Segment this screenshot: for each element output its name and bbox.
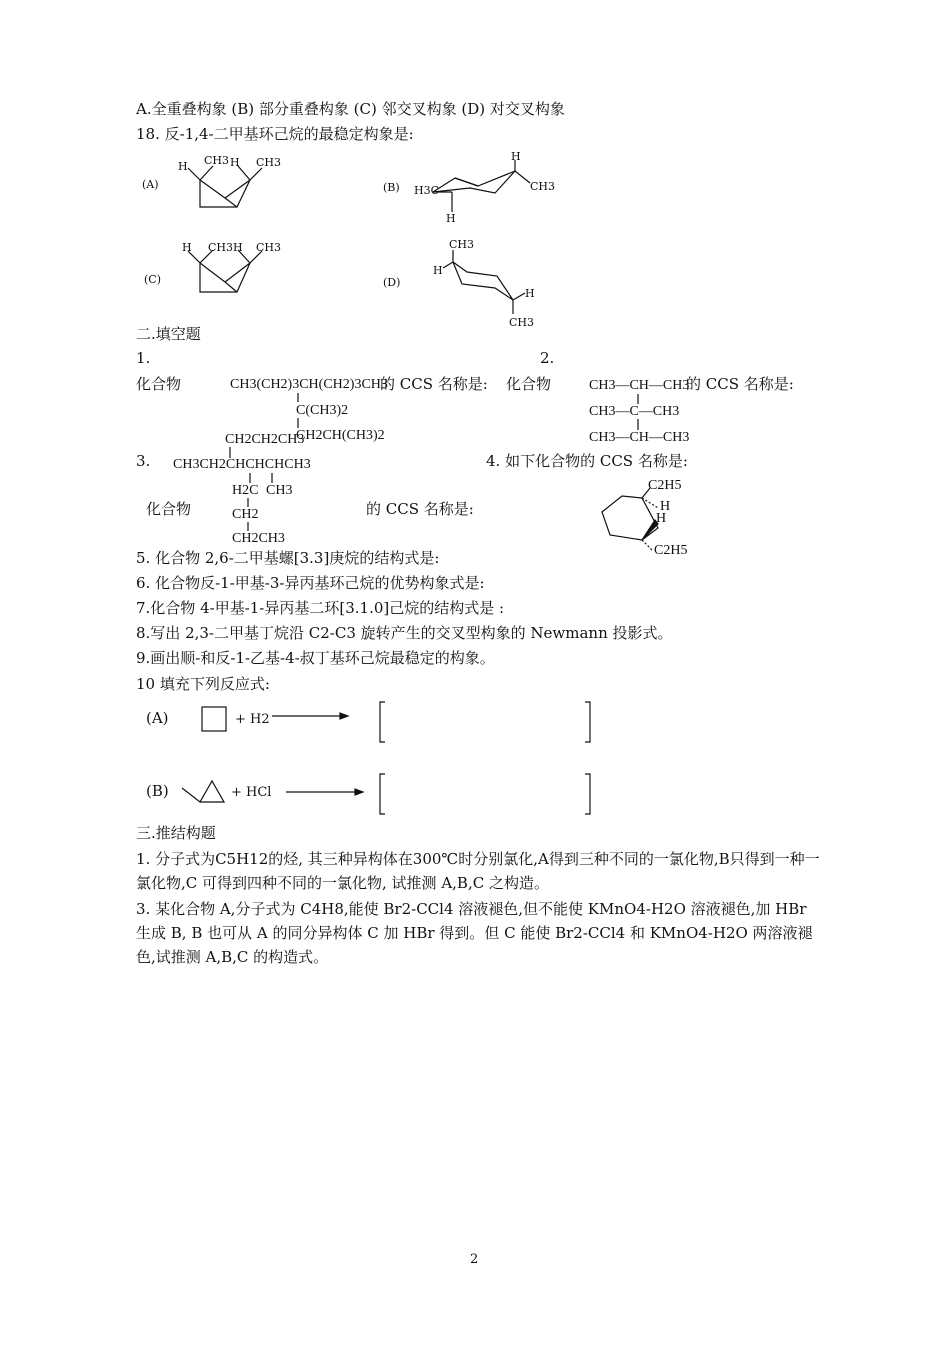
q18-question: 18. 反-1,4-二甲基环己烷的最稳定构象是: — [136, 125, 414, 143]
s2-q6: 6. 化合物反-1-甲基-3-异丙基环己烷的优势构象式是: — [136, 574, 485, 592]
s2-q3-sub1: H2C — [232, 483, 259, 498]
section2-title: 二.填空题 — [136, 325, 201, 343]
s2-q7: 7.化合物 4-甲基-1-异丙基二环[3.1.0]己烷的结构式是 : — [136, 599, 505, 617]
s2-q3-main: CH3CH2CHCHCHCH3 — [173, 457, 311, 472]
s2-q4-c2h5-bottom: C2H5 — [654, 543, 688, 558]
rxn-b-reagent: + HCl — [231, 785, 272, 800]
s2-q1-suffix: 的 CCS 名称是: — [380, 375, 488, 393]
rxn-a-reagent: + H2 — [235, 712, 270, 727]
s2-q2-compound: 化合物 — [506, 375, 552, 393]
rxn-b-label: (B) — [146, 782, 169, 800]
s2-q3-sub1b: CH3 — [266, 483, 293, 498]
s2-q2-line3: CH3—CH—CH3 — [589, 430, 690, 445]
s2-q2-num: 2. — [540, 349, 555, 367]
q18-a-ch3-2: CH3 — [256, 156, 282, 169]
q18-option-d-label: (D) — [383, 276, 401, 289]
q18-option-c-label: (C) — [144, 273, 161, 286]
s2-q2-line2: CH3—C—CH3 — [589, 404, 680, 419]
q18-b-h-bottom: H — [446, 212, 456, 225]
q18-d-h-left: H — [433, 264, 443, 277]
s2-q1-num: 1. — [136, 349, 151, 367]
s2-q1-line2: C(CH3)2 — [296, 403, 349, 418]
s2-q3-top: CH2CH2CH3 — [225, 432, 305, 447]
q18-c-h: H — [182, 241, 192, 254]
q18-c-ch3: CH3 — [256, 241, 282, 254]
section3-title: 三.推结构题 — [136, 824, 216, 842]
q18-option-b-label: (B) — [383, 181, 400, 194]
s2-q3-num: 3. — [136, 452, 151, 470]
s2-q1-line1: CH3(CH2)3CH(CH2)3CH3 — [230, 377, 388, 392]
s2-q2-line1: CH3—CH—CH3 — [589, 378, 690, 393]
q18-d-ch3-top: CH3 — [449, 238, 475, 251]
s2-q3-sub2: CH2 — [232, 507, 259, 522]
q18-c-ch3h: CH3H — [208, 241, 243, 254]
q18-b-ch3: CH3 — [530, 180, 556, 193]
s2-q3-suffix: 的 CCS 名称是: — [366, 500, 474, 518]
s2-q10: 10 填充下列反应式: — [136, 675, 270, 693]
s2-q2-suffix: 的 CCS 名称是: — [686, 375, 794, 393]
s2-q3-sub3: CH2CH3 — [232, 531, 285, 546]
s2-q4: 4. 如下化合物的 CCS 名称是: — [486, 452, 688, 470]
q18-a-ch3-1: CH3 — [204, 154, 230, 167]
s2-q1-compound: 化合物 — [136, 375, 182, 393]
q18-a-h2: H — [230, 156, 240, 169]
q18-option-a-label: (A) — [142, 178, 159, 191]
s2-q4-c2h5-top: C2H5 — [648, 478, 682, 493]
s2-q5: 5. 化合物 2,6-二甲基螺[3.3]庚烷的结构式是: — [136, 549, 440, 567]
section3-problem-3: 3. 某化合物 A,分子式为 C4H8,能使 Br2-CCl4 溶液褪色,但不能使 KMnO4-H2O 溶液褪色,加 HBr 生成 B, B 也可从 A 的同分异构体 C 加 HBr 得到。但 C 能使 Br2-CCl4 和 KMnO4-H2O 两溶液褪色,试推测 A,B,C 的构造式。 — [136, 900, 813, 966]
s2-q9: 9.画出顺-和反-1-乙基-4-叔丁基环己烷最稳定的构象。 — [136, 649, 495, 667]
q18-d-h-right: H — [525, 287, 535, 300]
q18-b-h-top: H — [511, 150, 521, 163]
s2-q3-compound: 化合物 — [146, 500, 192, 518]
q17-options: A.全重叠构象 (B) 部分重叠构象 (C) 邻交叉构象 (D) 对交叉构象 — [136, 100, 565, 118]
s2-q8: 8.写出 2,3-二甲基丁烷沿 C2-C3 旋转产生的交叉型构象的 Newmann 投影式。 — [136, 624, 673, 642]
q18-a-h1: H — [178, 160, 188, 173]
page-number: 2 — [470, 1252, 479, 1267]
q18-d-ch3-bottom: CH3 — [509, 316, 535, 329]
q18-b-h3c: H3C — [414, 184, 440, 197]
s2-q4-h-2: H — [656, 511, 667, 526]
s2-q1-line3: CH2CH(CH3)2 — [296, 428, 385, 443]
rxn-a-label: (A) — [146, 709, 169, 727]
s2-q4-h-1: H — [660, 499, 671, 514]
section3-problem-1: 1. 分子式为C5H12的烃, 其三种异构体在300℃时分别氯化,A得到三种不同的一氯化物,B只得到一种一氯化物,C 可得到四种不同的一氯化物, 试推测 A,B,C 之构造。 — [136, 850, 820, 892]
